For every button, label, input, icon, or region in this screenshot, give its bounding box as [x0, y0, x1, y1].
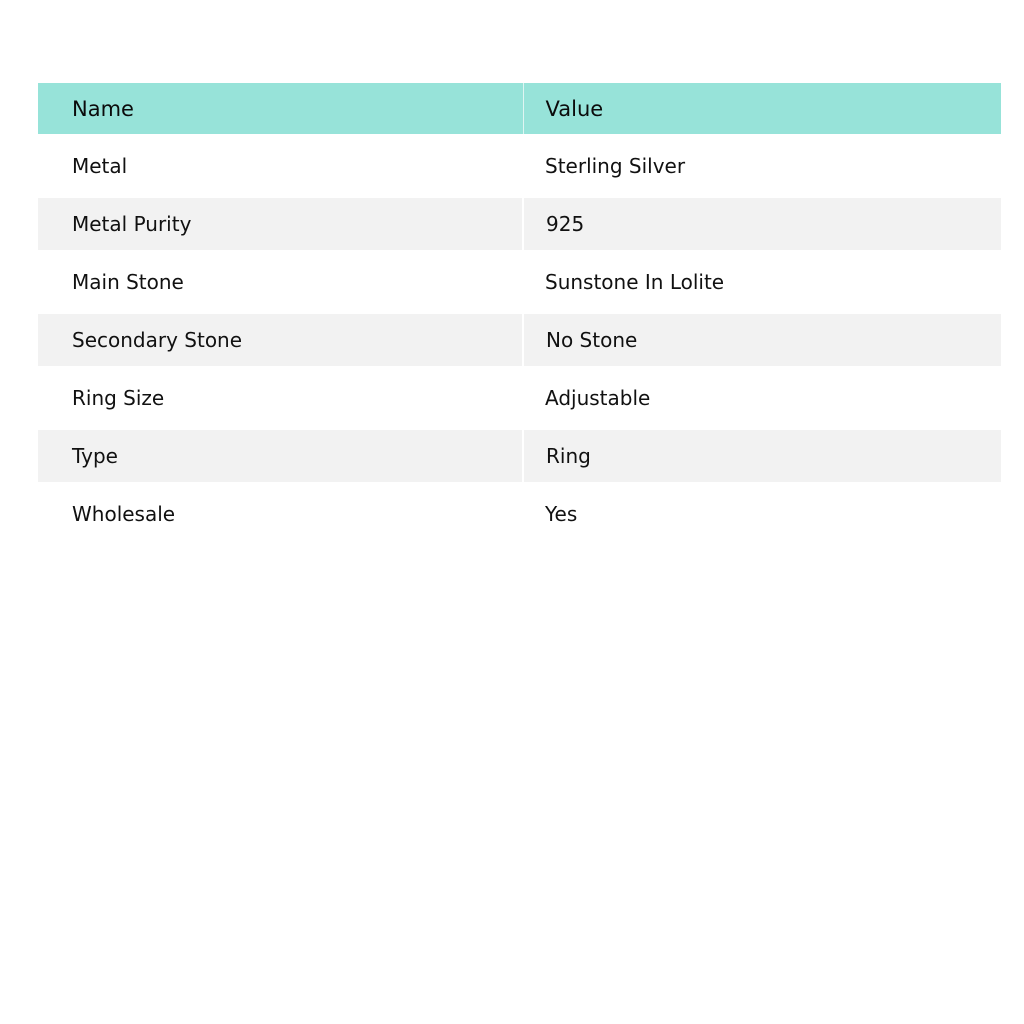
- product-spec-table: [38, 83, 1001, 546]
- spec-value-cell: Sterling Silver: [523, 134, 1001, 198]
- spec-value-cell: Yes: [523, 482, 1001, 546]
- spec-value-cell: No Stone: [523, 314, 1001, 366]
- table-row: [38, 366, 1001, 430]
- spec-name-cell: Secondary Stone: [38, 314, 523, 366]
- table-row: [38, 198, 1001, 250]
- table-header-row: [38, 83, 1001, 134]
- spec-name-cell: Main Stone: [38, 250, 523, 314]
- spec-value-cell: Adjustable: [523, 366, 1001, 430]
- table-row: [38, 482, 1001, 546]
- spec-value-cell: Sunstone In Lolite: [523, 250, 1001, 314]
- spec-value-cell: 925: [523, 198, 1001, 250]
- table-row: [38, 250, 1001, 314]
- spec-name-cell: Metal Purity: [38, 198, 523, 250]
- spec-name-cell: Type: [38, 430, 523, 482]
- spec-value-cell: Ring: [523, 430, 1001, 482]
- table-row: [38, 134, 1001, 198]
- column-header-value: Value: [523, 83, 1001, 134]
- spec-name-cell: Ring Size: [38, 366, 523, 430]
- column-header-name: Name: [38, 83, 523, 134]
- spec-name-cell: Metal: [38, 134, 523, 198]
- table-row: [38, 430, 1001, 482]
- spec-name-cell: Wholesale: [38, 482, 523, 546]
- table-row: [38, 314, 1001, 366]
